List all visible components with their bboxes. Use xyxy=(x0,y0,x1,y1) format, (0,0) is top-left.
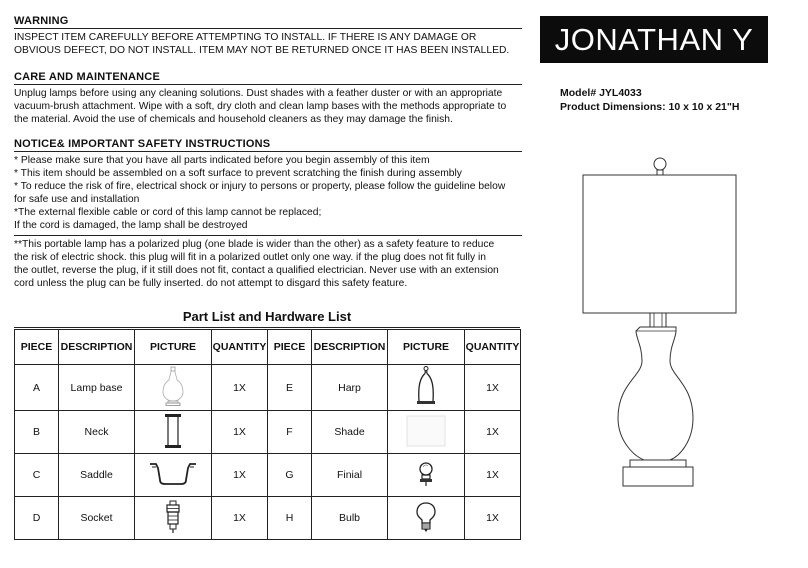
polarized-plug-note xyxy=(14,235,522,290)
lamp-body xyxy=(618,327,693,460)
description-cell: Shade xyxy=(312,411,388,454)
description-cell: Lamp base xyxy=(59,365,135,411)
picture-cell xyxy=(388,411,465,454)
warning-title: WARNING xyxy=(14,15,522,29)
product-dimensions: Product Dimensions: 10 x 10 x 21"H xyxy=(560,101,740,113)
harp-icon xyxy=(411,366,441,406)
piece-cell: H xyxy=(268,497,312,540)
care-line: the material. Avoid the use of chemicals and household cleaners as they may damage the finish. xyxy=(14,114,453,125)
warning-line: INSPECT ITEM CAREFULLY BEFORE ATTEMPTING TO INSTALL. IF THERE IS ANY DAMAGE OR xyxy=(14,32,477,43)
instructions-column xyxy=(14,15,522,290)
header-piece: PIECE xyxy=(268,330,312,365)
lamp-base-plinth xyxy=(630,460,686,467)
quantity-cell: 1X xyxy=(465,454,521,497)
piece-cell: B xyxy=(15,411,59,454)
picture-cell xyxy=(135,365,212,411)
description-cell: Neck xyxy=(59,411,135,454)
quantity-cell: 1X xyxy=(465,497,521,540)
neck-icon xyxy=(163,413,183,449)
description-cell: Finial xyxy=(312,454,388,497)
description-cell: Bulb xyxy=(312,497,388,540)
lamp-base-icon xyxy=(161,366,185,406)
lamp-neck xyxy=(650,313,666,327)
safety-line: *The external flexible cable or cord of this lamp cannot be replaced; xyxy=(14,207,322,218)
description-cell: Socket xyxy=(59,497,135,540)
model-number: Model# JYL4033 xyxy=(560,87,642,99)
lamp-finial xyxy=(654,158,666,170)
quantity-cell: 1X xyxy=(212,411,268,454)
quantity-cell: 1X xyxy=(465,411,521,454)
plug-note-line: the risk of electric shock. this plug will fit in a polarized outlet only one way. if the plug does not fit fully in xyxy=(14,252,486,263)
header-quantity: QUANTITY xyxy=(212,330,268,365)
plug-note-line: the outlet, reverse the plug, if it still does not fit, contact a qualified electrician. Never use with an extension xyxy=(14,265,499,276)
picture-cell xyxy=(388,454,465,497)
table-row xyxy=(15,365,521,411)
lamp-illustration xyxy=(578,156,758,492)
picture-cell xyxy=(135,411,212,454)
piece-cell: A xyxy=(15,365,59,411)
safety-line: If the cord is damaged, the lamp shall be destroyed xyxy=(14,220,248,231)
shade-icon xyxy=(405,414,447,448)
table-row xyxy=(15,454,521,497)
safety-line: for safe use and installation xyxy=(14,194,140,205)
header-description: DESCRIPTION xyxy=(312,330,388,365)
picture-cell xyxy=(388,497,465,540)
picture-cell xyxy=(135,497,212,540)
piece-cell: C xyxy=(15,454,59,497)
lamp-base-foot xyxy=(623,467,693,486)
parts-table xyxy=(14,329,521,540)
quantity-cell: 1X xyxy=(212,497,268,540)
picture-cell xyxy=(135,454,212,497)
description-cell: Saddle xyxy=(59,454,135,497)
piece-cell: F xyxy=(268,411,312,454)
table-row xyxy=(15,497,521,540)
care-line: vacuum-brush attachment. Wipe with a soft, dry cloth and clean lamp bases with the methods appropriate to xyxy=(14,101,507,112)
warning-body xyxy=(14,31,522,57)
quantity-cell: 1X xyxy=(212,454,268,497)
header-quantity: QUANTITY xyxy=(465,330,521,365)
description-cell: Harp xyxy=(312,365,388,411)
parts-list-title: Part List and Hardware List xyxy=(14,309,520,328)
header-piece: PIECE xyxy=(15,330,59,365)
safety-line: * Please make sure that you have all parts indicated before you begin assembly of this item xyxy=(14,155,430,166)
table-row xyxy=(15,411,521,454)
care-title: CARE AND MAINTENANCE xyxy=(14,71,522,85)
header-picture: PICTURE xyxy=(388,330,465,365)
quantity-cell: 1X xyxy=(465,365,521,411)
piece-cell: D xyxy=(15,497,59,540)
care-body xyxy=(14,87,522,126)
warning-line: OBVIOUS DEFECT, DO NOT INSTALL. ITEM MAY NOT BE RETURNED ONCE IT HAS BEEN INSTALLED. xyxy=(14,45,510,56)
header-picture: PICTURE xyxy=(135,330,212,365)
care-line: Unplug lamps before using any cleaning solutions. Dust shades with a feather duster or with an appropriate xyxy=(14,88,503,99)
safety-body xyxy=(14,154,522,232)
safety-title: NOTICE& IMPORTANT SAFETY INSTRUCTIONS xyxy=(14,138,522,152)
saddle-icon xyxy=(148,460,198,488)
safety-line: * This item should be assembled on a soft surface to prevent scratching the finish during assembly xyxy=(14,168,462,179)
lamp-shade xyxy=(583,175,736,313)
socket-icon xyxy=(164,500,182,534)
piece-cell: E xyxy=(268,365,312,411)
quantity-cell: 1X xyxy=(212,365,268,411)
picture-cell xyxy=(388,365,465,411)
plug-note-line: cord unless the plug can be fully inserted. do not attempt to disgard this safety feature. xyxy=(14,278,408,289)
parts-header-row xyxy=(15,330,521,365)
header-description: DESCRIPTION xyxy=(59,330,135,365)
brand-logo: JONATHAN Y xyxy=(540,16,768,63)
model-info xyxy=(560,86,739,114)
finial-icon xyxy=(417,461,435,487)
plug-note-line: **This portable lamp has a polarized plug (one blade is wider than the other) as a safety feature to reduce xyxy=(14,239,495,250)
safety-line: * To reduce the risk of fire, electrical shock or injury to persons or property, please follow the guideline below xyxy=(14,181,506,192)
bulb-icon xyxy=(415,501,437,533)
piece-cell: G xyxy=(268,454,312,497)
